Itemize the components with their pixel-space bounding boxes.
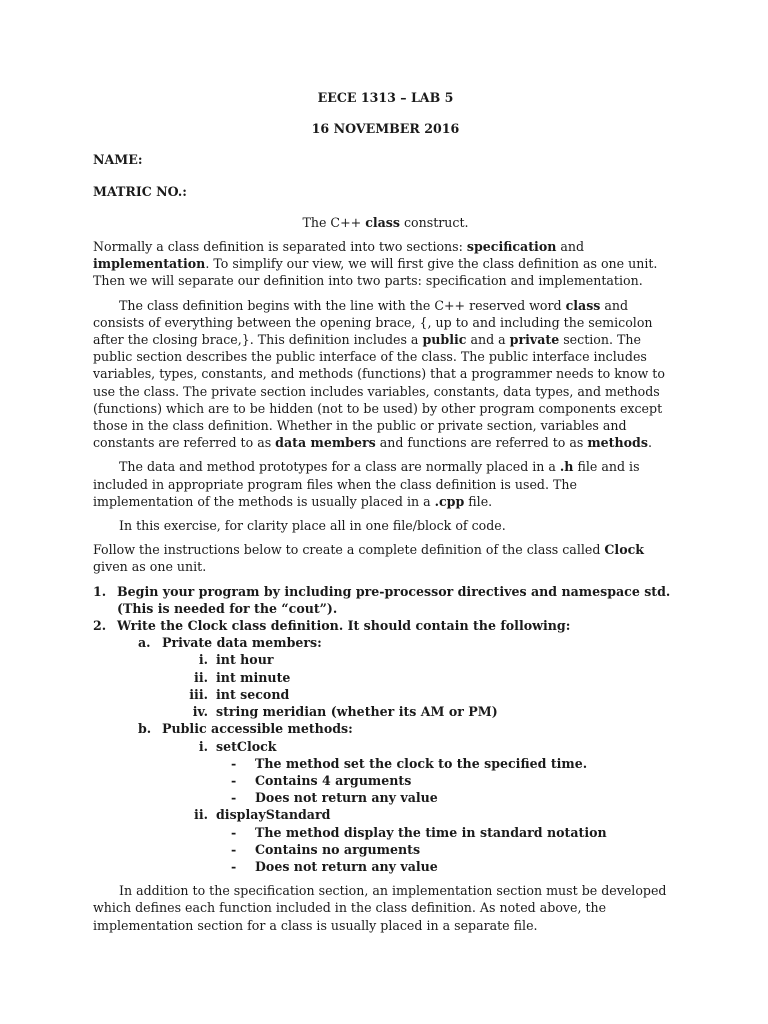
matric-label: MATRIC NO.: bbox=[93, 183, 187, 199]
list-item: - Contains no arguments bbox=[231, 841, 421, 857]
list-item: - The method display the time in standard notation bbox=[231, 824, 607, 840]
paragraph-intro: Normally a class definition is separated into two sections: specification and implementation. To simplify our view, we will first give the class definition as one unit. Then we will separate our definition into two parts: specification and implementation. bbox=[93, 239, 658, 289]
list-item: 2. Write the Clock class definition. It should contain the following: bbox=[93, 618, 571, 634]
list-item: iv. string meridian (whether its AM or PM) bbox=[192, 704, 498, 720]
paragraph-implementation: In addition to the specification section, an implementation section must be developed which defines each function included in the class definition. As noted above, the implementation section for a class is usually placed in a separate file. bbox=[93, 883, 667, 933]
paragraph-exercise: In this exercise, for clarity place all in one file/block of code. bbox=[119, 518, 506, 534]
document-page bbox=[93, 89, 678, 941]
list-item: - Contains 4 arguments bbox=[231, 772, 412, 788]
section-heading: The C++ class construct. bbox=[302, 214, 469, 230]
list-item: iii. int second bbox=[189, 686, 290, 702]
paragraph-class-definition: The class definition begins with the line with the C++ reserved word class and consists of everything between the opening brace, {, up to and including the semicolon after the closing brace,}. This definition includes a public and a private section. The public section describes the public interface of the class. The public interface includes variables, types, constants, and methods (functions) that a programmer needs to know to use the class. The private section includes variables, constants, data types, and methods (functions) which are to be hidden (not to be used) by other program components except those in the class definition. Whether in the public or private section, variables and constants are referred to as data members and functions are referred to as methods. bbox=[93, 297, 665, 451]
list-item: - Does not return any value bbox=[231, 858, 438, 874]
list-item: ii. displayStandard bbox=[194, 807, 331, 823]
course-title: EECE 1313 – LAB 5 bbox=[317, 90, 454, 105]
list-item: - The method set the clock to the specified time. bbox=[231, 755, 588, 771]
paragraph-instructions: Follow the instructions below to create a complete definition of the class called Clock given as one unit. bbox=[93, 542, 645, 575]
list-item: ii. int minute bbox=[194, 669, 291, 685]
list-item: 1. Begin your program by including pre-processor directives and namespace std. (This is needed for the “cout”). bbox=[93, 583, 671, 616]
list-item: a. Private data members: bbox=[138, 635, 322, 651]
list-item: i. setClock bbox=[198, 738, 277, 754]
list-item: - Does not return any value bbox=[231, 790, 438, 806]
name-label: NAME: bbox=[93, 152, 143, 168]
lab-date: 16 NOVEMBER 2016 bbox=[311, 121, 460, 137]
list-item: b. Public accessible methods: bbox=[138, 721, 353, 737]
instruction-list bbox=[93, 583, 678, 875]
list-item: i. int hour bbox=[198, 652, 274, 668]
paragraph-files: The data and method prototypes for a class are normally placed in a .h file and is included in appropriate program files when the class definition is used. The implementation of the methods is usually placed in a .cpp file. bbox=[93, 459, 640, 509]
